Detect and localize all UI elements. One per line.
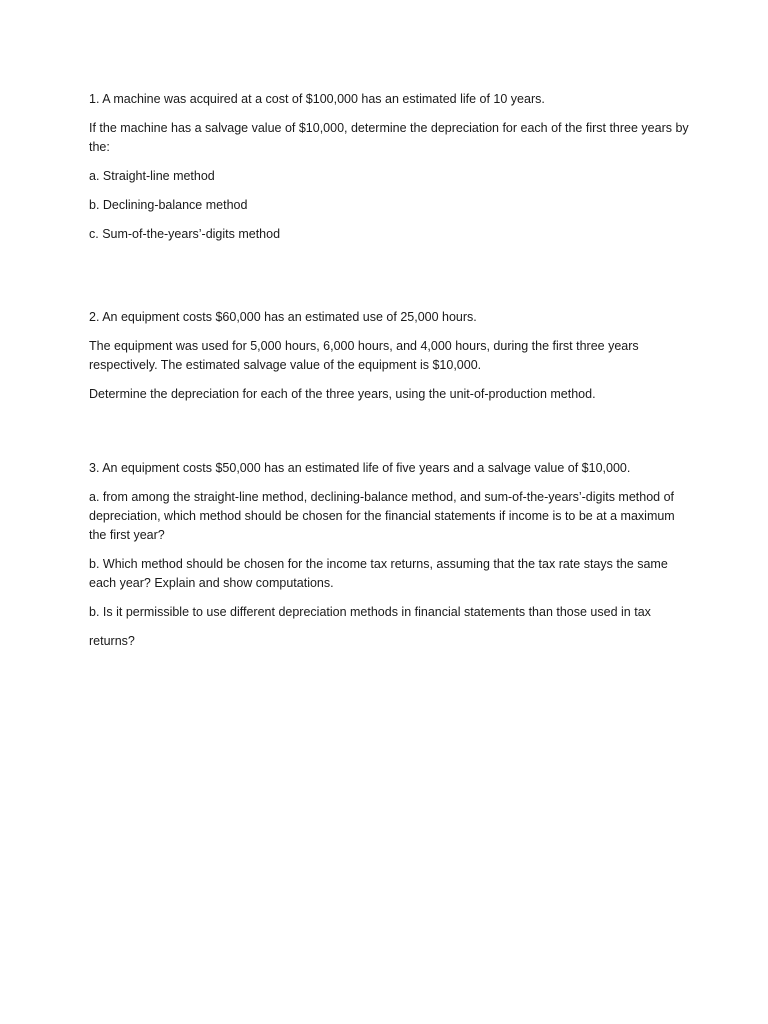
question-3-part-b-second: b. Is it permissible to use different depreciation methods in financial statements than those used in tax — [89, 605, 651, 619]
question-3-statement: 3. An equipment costs $50,000 has an estimated life of five years and a salvage value of $10,000. — [89, 461, 631, 475]
question-1-prompt: If the machine has a salvage value of $10,000, determine the depreciation for each of the first three years by the: — [89, 121, 689, 154]
question-3 — [89, 459, 689, 651]
document-body — [89, 90, 689, 661]
question-1-option-c: c. Sum-of-the-years’-digits method — [89, 227, 281, 241]
question-1-option-b: b. Declining-balance method — [89, 198, 248, 212]
question-2 — [89, 308, 689, 404]
question-1 — [89, 90, 689, 244]
question-1-statement: 1. A machine was acquired at a cost of $100,000 has an estimated life of 10 years. — [89, 92, 545, 106]
question-3-part-b: b. Which method should be chosen for the income tax returns, assuming that the tax rate stays the same each year? Explain and show computations. — [89, 557, 668, 590]
question-2-statement: 2. An equipment costs $60,000 has an estimated use of 25,000 hours. — [89, 310, 477, 324]
question-2-prompt: Determine the depreciation for each of the three years, using the unit-of-production method. — [89, 387, 596, 401]
question-3-part-a: a. from among the straight-line method, declining-balance method, and sum-of-the-years’-digits method of depreciation, which method should be chosen for the financial statements if income is to be at a maximum the first year? — [89, 490, 675, 542]
question-1-option-a: a. Straight-line method — [89, 169, 215, 183]
question-2-details: The equipment was used for 5,000 hours, 6,000 hours, and 4,000 hours, during the first three years respectively. The estimated salvage value of the equipment is $10,000. — [89, 339, 639, 372]
question-3-part-b-second-continued: returns? — [89, 634, 135, 648]
